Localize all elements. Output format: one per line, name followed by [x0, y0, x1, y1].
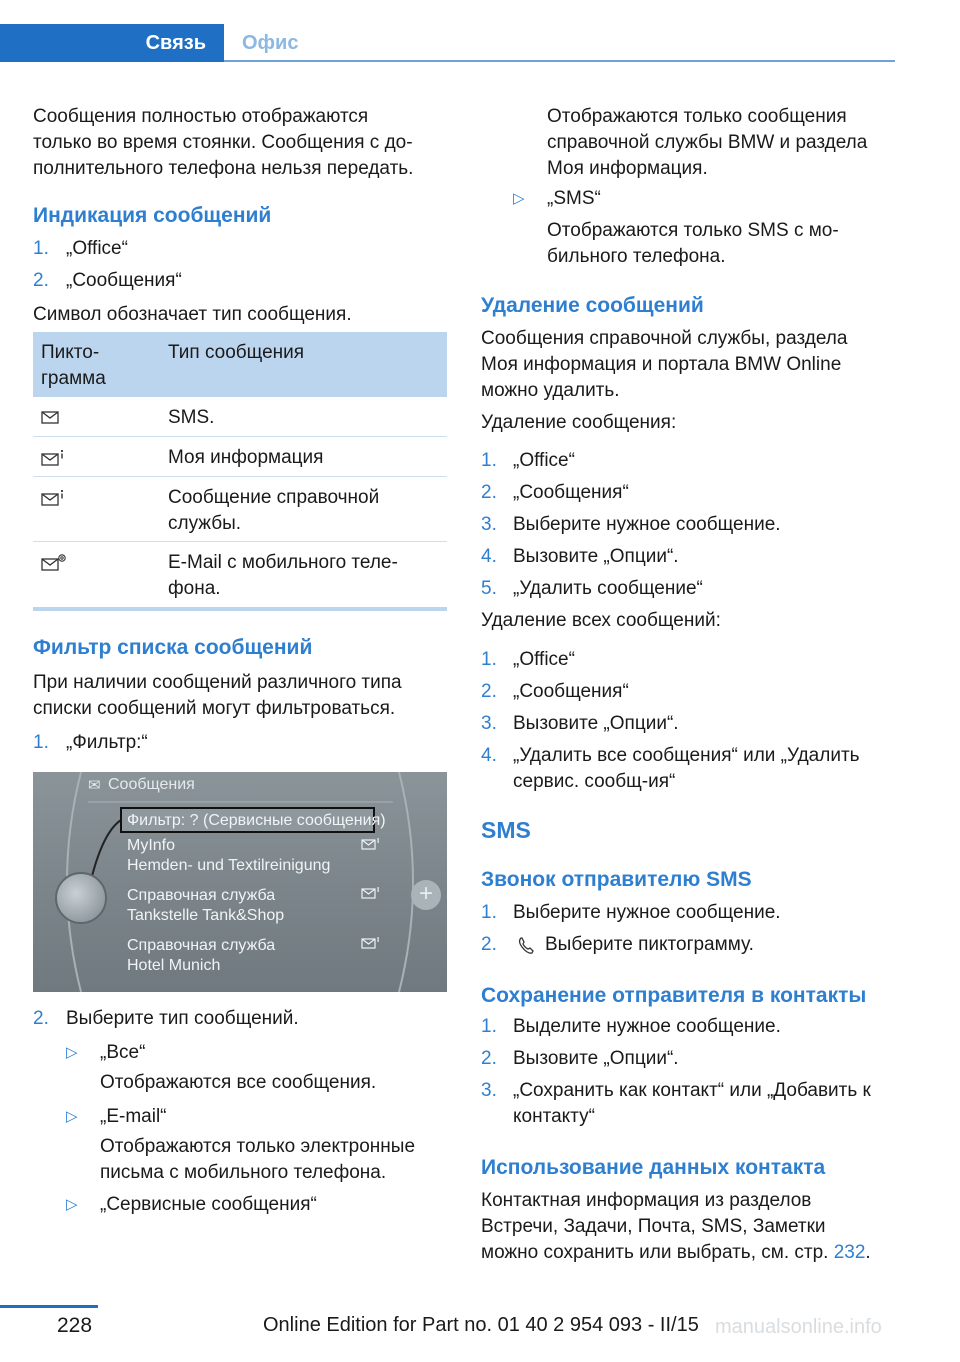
table-row	[33, 477, 447, 542]
row-text-line: Сообщение справочной	[168, 487, 380, 508]
sub-item-title: „Все“	[100, 1042, 146, 1063]
filter-selection-text: Фильтр: ? (Сервисные сообщения)	[127, 812, 386, 829]
header-message-type: Тип сообщения	[168, 342, 305, 363]
intro-line-1: Сообщения полностью отображаются	[33, 106, 369, 127]
cont-line-3: Моя информация.	[547, 158, 708, 179]
sub-item-desc: Отображаются только SMS с мо-	[547, 220, 839, 241]
item-line: Tankstelle Tank&Shop	[127, 907, 285, 924]
symbol-description: Символ обозначает тип сообщения.	[33, 304, 352, 325]
row-text	[168, 485, 379, 537]
screen-title: Сообщения	[108, 776, 195, 793]
triangle-bullet-icon: ▷	[66, 1044, 78, 1061]
page-link[interactable]: 232	[833, 1242, 866, 1263]
heading-use-contact: Использование данных контакта	[481, 1156, 826, 1179]
envelope-icon	[41, 409, 61, 425]
list-item-cont: сервис. сообщ-ия“	[513, 771, 676, 792]
list-item: Выберите нужное сообщение.	[513, 902, 781, 923]
list-number: 1.	[33, 238, 49, 259]
cont-line-2: справочной службы BMW и раздела	[547, 132, 868, 153]
delete-text-line-3: можно удалить.	[481, 380, 620, 401]
heading-delete-messages: Удаление сообщений	[481, 294, 704, 317]
filter-text-line-1: При наличии сообщений различного типа	[33, 672, 402, 693]
watermark: manualsonline.info	[715, 1316, 882, 1338]
filter-text-line-2: списки сообщений могут фильтроваться.	[33, 698, 396, 719]
cont-line-1: Отображаются только сообщения	[547, 106, 847, 127]
list-item: Выделите нужное сообщение.	[513, 1016, 781, 1037]
delete-all-label: Удаление всех сообщений:	[481, 610, 721, 631]
message-type-table	[33, 332, 447, 611]
screen-list-item[interactable]	[127, 836, 330, 876]
list-number: 2.	[481, 681, 497, 702]
row-text	[168, 550, 398, 602]
table-row	[33, 542, 447, 607]
list-number: 2.	[481, 482, 497, 503]
list-number: 4.	[481, 546, 497, 567]
header-pictogram-line: Пикто-	[41, 342, 100, 363]
list-number: 3.	[481, 1080, 497, 1101]
item-line: MyInfo	[127, 837, 176, 854]
controller-knob-icon	[55, 872, 107, 924]
list-number: 2.	[33, 270, 49, 291]
edition-info: Online Edition for Part no. 01 40 2 954 093 - II/15	[263, 1314, 699, 1336]
triangle-bullet-icon: ▷	[513, 190, 525, 207]
use-text-line-3	[481, 1240, 871, 1266]
item-line: Hemden- und Textilreinigung	[127, 857, 331, 874]
list-item: „Office“	[513, 450, 575, 471]
header-pictogram-line: грамма	[41, 368, 106, 389]
list-item: „Фильтр:“	[66, 732, 148, 753]
list-number: 3.	[481, 713, 497, 734]
item-line: Справочная служба	[127, 937, 276, 954]
messages-icon: ✉	[88, 777, 101, 794]
list-number: 1.	[481, 1016, 497, 1037]
list-number: 4.	[481, 745, 497, 766]
list-number: 1.	[33, 732, 49, 753]
envelope-info-icon	[361, 935, 381, 951]
plus-icon: +	[411, 880, 441, 910]
use-text-line-1: Контактная информация из разделов	[481, 1190, 812, 1211]
list-item: „Сообщения“	[513, 482, 629, 503]
list-item: „Сохранить как контакт“ или „Добавить к	[513, 1080, 871, 1101]
list-number: 2.	[481, 1048, 497, 1069]
heading-message-display: Индикация сообщений	[33, 204, 272, 227]
footer-rule	[0, 1305, 98, 1308]
tab-office[interactable]: Офис	[242, 32, 299, 54]
list-item: „Office“	[513, 649, 575, 670]
envelope-at-icon	[41, 554, 67, 572]
idrive-screenshot	[33, 772, 447, 992]
list-number: 1.	[481, 450, 497, 471]
use-text-main: можно сохранить или выбрать, см. стр.	[481, 1242, 829, 1263]
list-item: Вызовите „Опции“.	[513, 546, 679, 567]
sub-item-title: „E-mail“	[100, 1106, 167, 1127]
sub-item-desc: бильного телефона.	[547, 246, 726, 267]
tab-communication[interactable]: Связь	[0, 24, 224, 62]
list-item: „Сообщения“	[513, 681, 629, 702]
heading-sms: SMS	[481, 817, 531, 843]
list-number: 1.	[481, 649, 497, 670]
sub-item-desc: письма с мобильного телефона.	[100, 1162, 387, 1183]
screen-list-item[interactable]	[127, 936, 275, 976]
table-row	[33, 397, 447, 437]
screen-list-item[interactable]	[127, 886, 284, 926]
envelope-info-icon	[361, 836, 381, 852]
list-item: Вызовите „Опции“.	[513, 713, 679, 734]
row-text: SMS.	[168, 407, 215, 428]
row-text-line: E-Mail с мобильного теле-	[168, 552, 398, 573]
list-item: Выберите нужное сообщение.	[513, 514, 781, 535]
use-text-dot: .	[865, 1242, 871, 1263]
envelope-info-icon	[41, 489, 65, 507]
list-number: 3.	[481, 514, 497, 535]
row-text-line: службы.	[168, 513, 242, 534]
heading-save-sender: Сохранение отправителя в контакты	[481, 984, 867, 1007]
delete-one-label: Удаление сообщения:	[481, 412, 677, 433]
intro-line-2: только во время стоянки. Сообщения с до-	[33, 132, 413, 153]
sub-item-title: „Сервисные сообщения“	[100, 1194, 317, 1215]
table-row	[33, 437, 447, 477]
item-line: Hotel Munich	[127, 957, 221, 974]
row-text-line: фона.	[168, 578, 221, 599]
phone-icon	[517, 936, 537, 956]
row-text: Моя информация	[168, 447, 324, 468]
triangle-bullet-icon: ▷	[66, 1108, 78, 1125]
list-item-cont: контакту“	[513, 1106, 595, 1127]
list-item: Выберите тип сообщений.	[66, 1008, 299, 1029]
list-item: „Удалить все сообщения“ или „Удалить	[513, 745, 860, 766]
delete-text-line-1: Сообщения справочной службы, раздела	[481, 328, 848, 349]
item-line: Справочная служба	[127, 887, 276, 904]
list-item: „Office“	[66, 238, 128, 259]
list-number: 2.	[33, 1008, 49, 1029]
list-item: Выберите пиктограмму.	[545, 934, 754, 955]
sub-item-title: „SMS“	[547, 188, 601, 209]
list-item: „Сообщения“	[66, 270, 182, 291]
list-number: 5.	[481, 578, 497, 599]
use-text-line-2: Встречи, Задачи, Почта, SMS, Заметки	[481, 1216, 826, 1237]
table-header	[33, 332, 447, 397]
chapter-tabs	[0, 24, 895, 62]
filter-selection[interactable]	[120, 807, 386, 833]
sub-item-desc: Отображаются только электронные	[100, 1136, 416, 1157]
heading-filter-list: Фильтр списка сообщений	[33, 636, 313, 659]
list-number: 1.	[481, 902, 497, 923]
envelope-info-icon	[361, 885, 381, 901]
list-item: Вызовите „Опции“.	[513, 1048, 679, 1069]
heading-call-sender: Звонок отправителю SMS	[481, 868, 752, 891]
header-pictogram	[41, 340, 106, 392]
page-number: 228	[57, 1314, 93, 1337]
triangle-bullet-icon: ▷	[66, 1196, 78, 1213]
list-item: „Удалить сообщение“	[513, 578, 703, 599]
intro-line-3: полнительного телефона нельзя передать.	[33, 158, 414, 179]
sub-item-desc: Отображаются все сообщения.	[100, 1072, 377, 1093]
table-bottom-rule	[33, 607, 447, 611]
list-number: 2.	[481, 934, 497, 955]
delete-text-line-2: Моя информация и портала BMW Online	[481, 354, 842, 375]
envelope-info-icon	[41, 449, 65, 467]
